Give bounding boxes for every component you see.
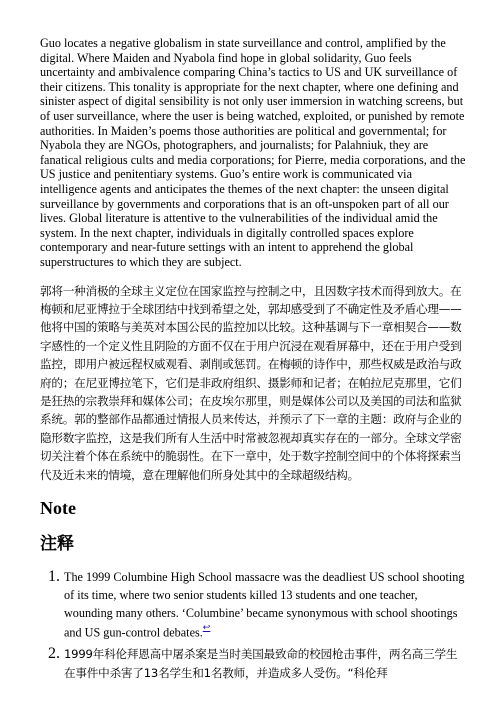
note-heading-en: Note — [40, 497, 76, 518]
note-item-2 — [64, 645, 466, 682]
body-paragraph-zh: 郭将一种消极的全球主义定位在国家监控与控制之中，且因数字技术而得到放大。在梅顿和尼亚博拉于全球团结中找到希望之处，郭却感受到了不确定性及矛盾心理——他将中国的策略与美英对本国公民的监控加以比较。这种基调与下一章相契合——数字感性的一个定义性且阴险的方面不仅在于用户沉浸在观看屏幕中，还在于用户受到监控，即用户被远程权威观看、剥削或惩罚。在梅顿的诗作中，那些权威是政治与政府的；在尼亚博拉笔下，它们是非政府组织、摄影师和记者；在帕拉尼克那里，它们是狂热的宗教崇拜和媒体公司；在皮埃尔那里，则是媒体公司以及美国的司法和监狱系统。郭的整部作品都通过情报人员来传达，并预示了下一章的主题：政府与企业的隐形数字监控，这是我们所有人生活中时常被忽视却真实存在的一部分。全球文学密切关注着个体在系统中的脆弱性。在下一章中，处于数字控制空间中的个体将探索当代及近未来的情境，意在理解他们所身处其中的全球超级结构。 — [40, 283, 462, 482]
note-item-1 — [64, 568, 466, 641]
note-1-text: The 1999 Columbine High School massacre was the deadliest US school shooting of its time, where two senior students killed 13 students and one teacher, wounding many others. ‘Columbine’ became synonymous with school shootings and US gun-control debates. — [64, 569, 465, 640]
note-2-text: 1999年科伦拜恩高中屠杀案是当时美国最致命的校园枪击事件，两名高三学生在事件中杀害了13名学生和1名教师，并造成多人受伤。“科伦拜 — [64, 647, 458, 680]
note-1-backref-link[interactable]: ↩ — [202, 621, 211, 632]
notes-list — [40, 568, 466, 682]
document-page — [40, 36, 466, 686]
note-heading-zh: 注释 — [40, 533, 74, 554]
body-paragraph-en: Guo locates a negative globalism in state surveillance and control, amplified by the digital. Where Maiden and Nyabola find hope in global solidarity, Guo feels uncertainty and ambivalence comparing China’s tactics to US and UK surveillance of their citizens. This tonality is appropriate for the next chapter, where one defining and sinister aspect of digital sensibility is not only user immersion in watching screens, but of user surveillance, where the user is being watched, exploited, or punished by remote authorities. In Maiden’s poems those authorities are political and governmental; for Nyabola they are NGOs, photographers, and journalists; for Palahniuk, they are fanatical religious cults and media corporations; for Pierre, media corporations, and the US justice and penitentiary systems. Guo’s entire work is communicated via intelligence agents and anticipates the themes of the next chapter: the unseen digital surveillance by governments and corporations that is an oft-unspoken part of all our lives. Global literature is attentive to the vulnerabilities of the individual amid the system. In the next chapter, individuals in digitally controlled spaces explore contemporary and near-future settings with an intent to apprehend the global superstructures to which they are subject. — [40, 36, 466, 269]
